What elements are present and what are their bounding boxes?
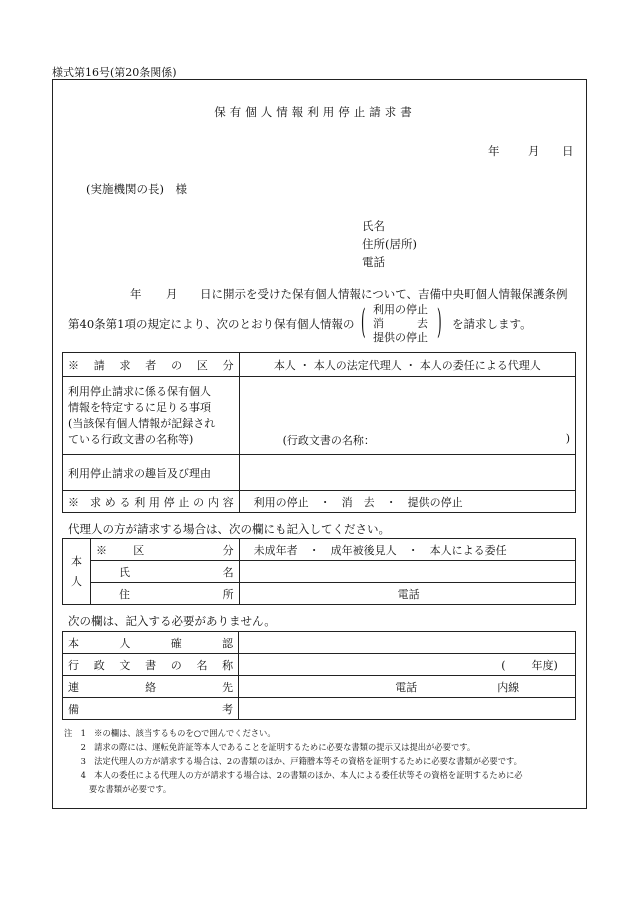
body-line2: 第40条第1項の規定により、次のとおり保有個人情報の xyxy=(68,317,355,331)
principal-address-label: 住 所 xyxy=(90,583,239,605)
office-note: 次の欄は、記入する必要がありません。 xyxy=(68,614,276,628)
brace-right: ) xyxy=(437,302,442,342)
info-specify-field[interactable] xyxy=(239,377,575,455)
note-4: 4 本人の委任による代理人の方が請求する場合は、2の書類のほか、本人による委任状等その資格を証明するために必 xyxy=(64,770,523,780)
reason-field[interactable] xyxy=(239,455,575,491)
option-stop-provide: 提供の停止 xyxy=(373,331,428,344)
principal-category-label: ※ 区 分 xyxy=(90,539,239,561)
identity-check-field[interactable] xyxy=(239,632,576,654)
body-line1: 日に開示を受けた保有個人情報について、吉備中央町個人情報保護条例 xyxy=(200,287,568,301)
option-erase: 消 去 xyxy=(373,317,428,330)
remarks-label: 備 考 xyxy=(63,698,239,720)
reason-label: 利用停止請求の趣旨及び理由 xyxy=(63,455,240,491)
principal-group-label: 本 人 xyxy=(63,539,91,605)
fiscal-year-open: ( xyxy=(501,658,506,672)
date-year: 年 xyxy=(488,144,500,158)
requester-name-label: 氏名 xyxy=(362,219,385,233)
principal-category-value[interactable]: 未成年者 ・ 成年被後見人 ・ 本人による委任 xyxy=(239,539,575,561)
body-year: 年 xyxy=(130,287,142,301)
requester-address-label: 住所(居所) xyxy=(362,237,417,251)
principal-phone-label: 電話 xyxy=(397,587,420,601)
remarks-field[interactable] xyxy=(239,698,576,720)
requester-category-label: ※ 請 求 者 の 区 分 xyxy=(63,353,240,377)
fiscal-year-close: 年度) xyxy=(531,658,558,672)
doc-name-close: ) xyxy=(565,432,570,445)
request-options xyxy=(373,303,428,345)
principal-address-field[interactable] xyxy=(239,583,575,605)
form-number: 様式第16号(第20条関係) xyxy=(52,66,177,79)
office-table xyxy=(62,631,576,720)
doc-name-label: (行政文書の名称： xyxy=(282,434,375,447)
contact-field[interactable] xyxy=(239,676,576,698)
requester-phone-label: 電話 xyxy=(362,255,385,269)
stop-content-value[interactable]: 利用の停止 ・ 消 去 ・ 提供の停止 xyxy=(239,491,575,513)
addressee: (実施機関の長) 様 xyxy=(86,182,187,196)
request-table xyxy=(62,352,576,513)
body-line2-end: を請求します。 xyxy=(452,317,532,331)
body-month: 月 xyxy=(166,287,178,301)
contact-label: 連 絡 先 xyxy=(63,676,239,698)
date-month: 月 xyxy=(528,144,540,158)
principal-name-field[interactable] xyxy=(239,561,575,583)
stop-content-label: ※ 求める利用停止の内容 xyxy=(63,491,240,513)
agent-note: 代理人の方が請求する場合は、次の欄にも記入してください。 xyxy=(68,522,390,536)
contact-ext-label: 内線 xyxy=(497,680,520,694)
office-doc-name-label: 行 政 文 書 の 名 称 xyxy=(63,654,239,676)
form-title: 保有個人情報利用停止請求書 xyxy=(214,105,416,119)
reason-row xyxy=(63,455,576,491)
office-doc-name-field[interactable] xyxy=(239,654,576,676)
info-specify-label: 利用停止請求に係る保有個人 情報を特定するに足りる事項 (当該保有個人情報が記録され ている行政文書の名称等) xyxy=(63,377,240,455)
option-stop-use: 利用の停止 xyxy=(373,303,428,316)
identity-check-label: 本 人 確 認 xyxy=(63,632,239,654)
note-4-cont: 要な書類が必要です。 xyxy=(64,784,172,794)
info-specify-row xyxy=(63,377,576,455)
requester-category-row xyxy=(63,353,576,377)
note-1: 注 1 ※の欄は、該当するものを○で囲んでください。 xyxy=(64,728,276,738)
note-2: 2 請求の際には、運転免許証等本人であることを証明するために必要な書類の提示又は提出が必要です。 xyxy=(64,742,476,752)
note-3: 3 法定代理人の方が請求する場合は、2の書類のほか、戸籍謄本等その資格を証明するために必要な書類が必要です。 xyxy=(64,756,522,766)
stop-content-row xyxy=(63,491,576,513)
principal-name-label: 氏 名 xyxy=(90,561,239,583)
contact-phone-label: 電話 xyxy=(395,680,418,694)
date-day: 日 xyxy=(562,144,574,158)
notes xyxy=(64,726,523,796)
requester-category-value[interactable]: 本人 ・ 本人の法定代理人 ・ 本人の委任による代理人 xyxy=(239,353,575,377)
principal-table xyxy=(62,538,576,605)
brace-left: ( xyxy=(361,302,366,342)
